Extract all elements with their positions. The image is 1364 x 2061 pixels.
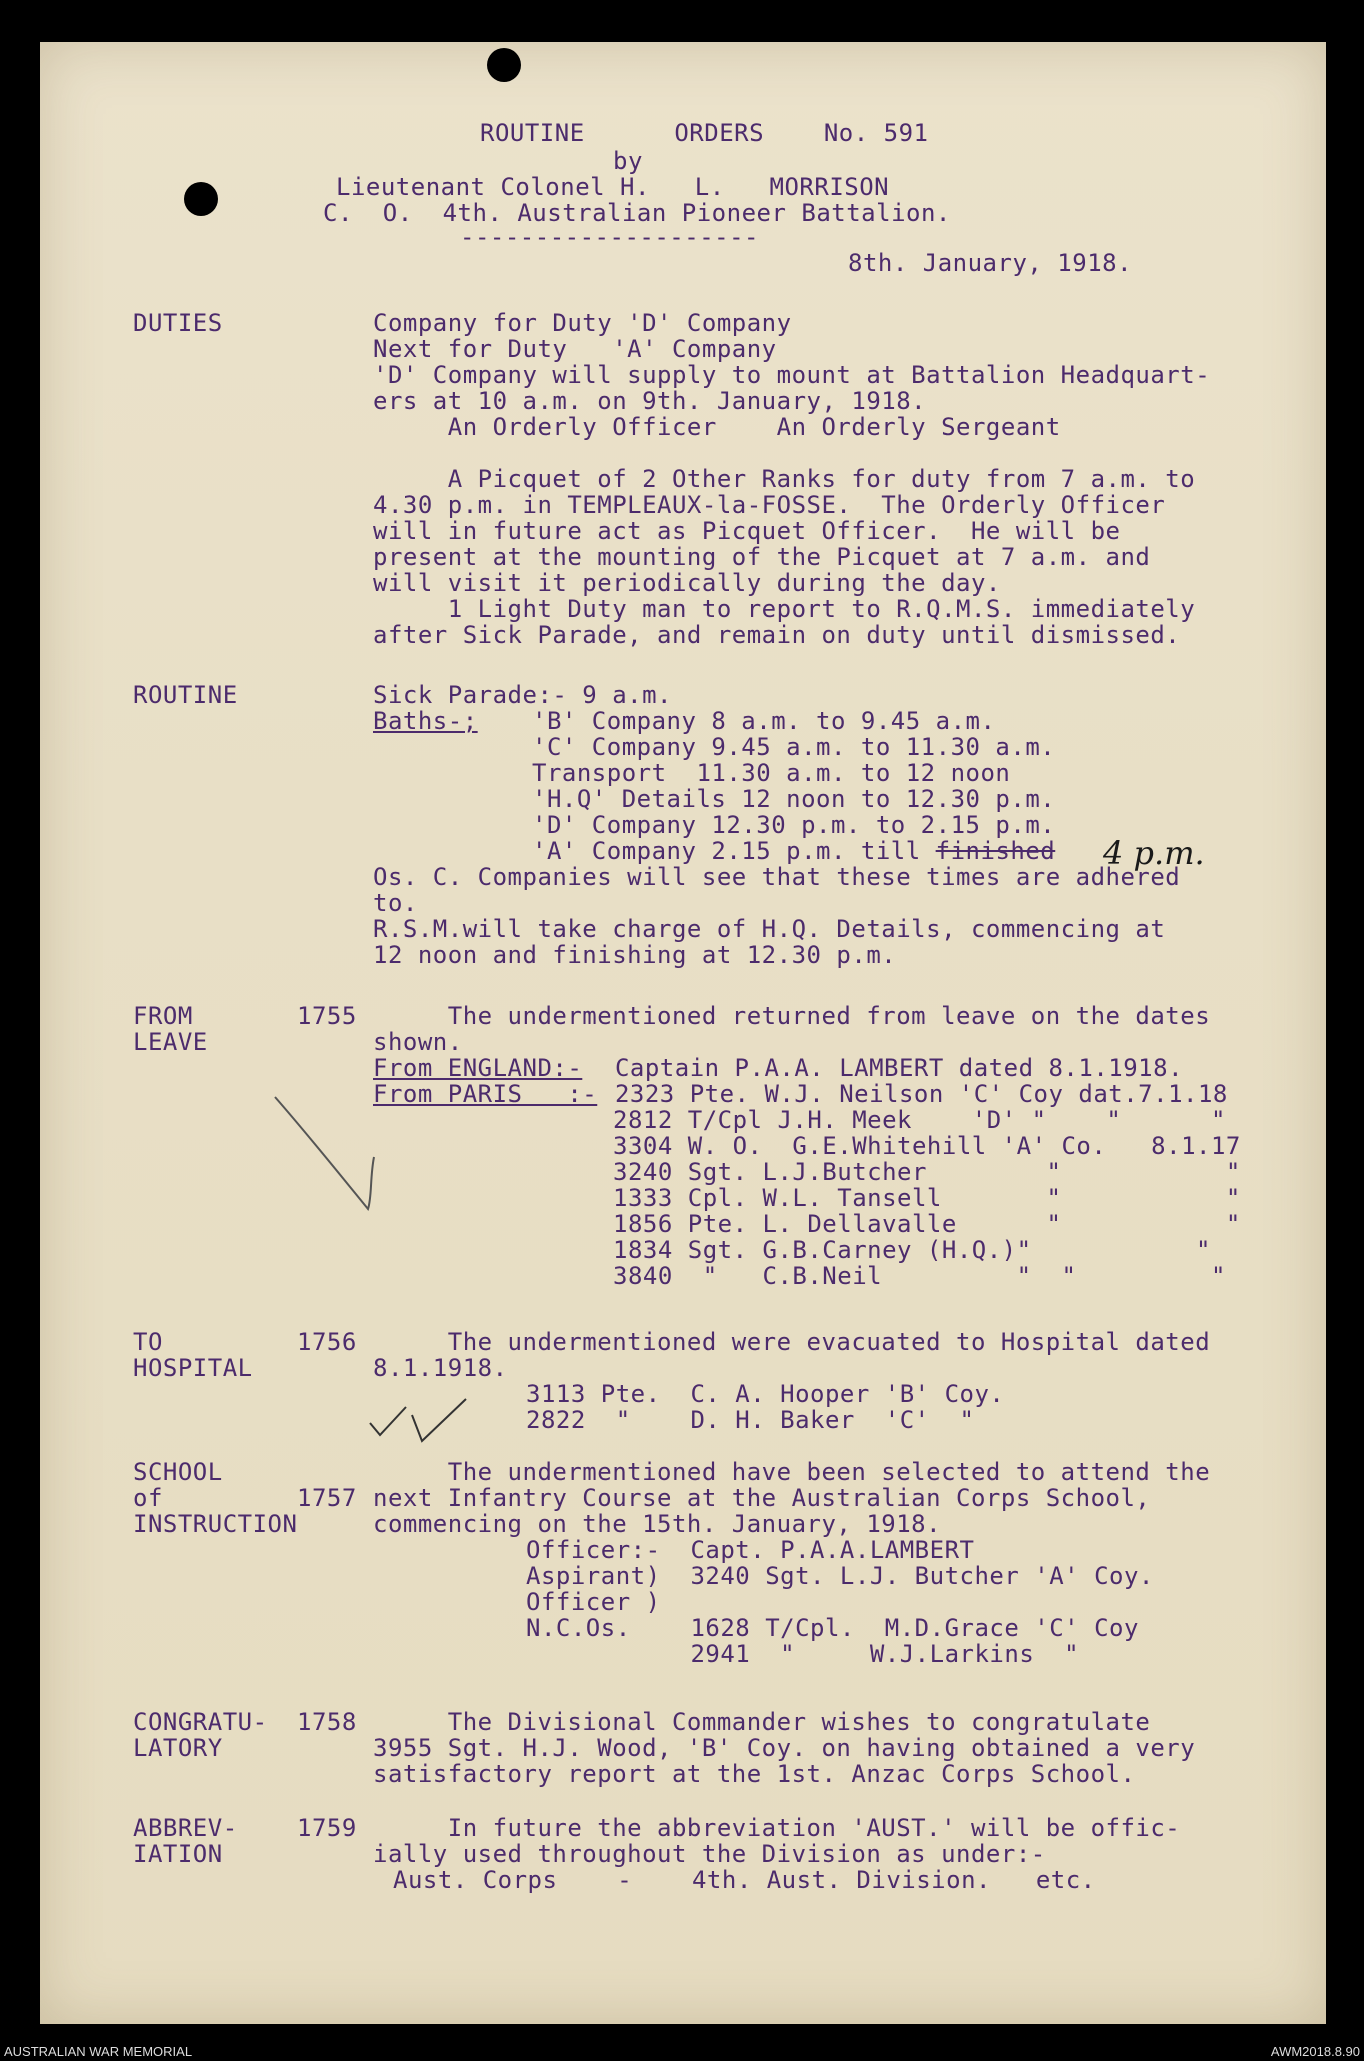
school-officer-2: Officer ) xyxy=(526,1588,661,1616)
hospital-intro-2: 8.1.1918. xyxy=(373,1354,508,1382)
routine-note-line: to. xyxy=(373,889,418,917)
from-england-entry: Captain P.A.A. LAMBERT dated 8.1.1918. xyxy=(600,1054,1184,1082)
leave-entry: 3240 Sgt. L.J.Butcher " " xyxy=(613,1158,1241,1186)
section-label-from: FROM xyxy=(133,1002,193,1030)
order-number-1756: 1756 xyxy=(297,1328,357,1356)
document-page xyxy=(40,42,1326,2024)
congrat-line: satisfactory report at the 1st. Anzac Corps School. xyxy=(373,1760,1136,1788)
leave-entry: 2812 T/Cpl J.H. Meek 'D' " " " xyxy=(613,1106,1226,1134)
duties-line: 'D' Company will supply to mount at Battalion Headquart- xyxy=(373,361,1211,389)
order-number-1755: 1755 xyxy=(297,1002,357,1030)
school-line: commencing on the 15th. January, 1918. xyxy=(373,1510,942,1538)
baths-entry-text: 'H.Q' Details 12 noon to 12.30 p.m. xyxy=(532,785,1056,813)
hospital-intro: The undermentioned were evacuated to Hospital dated xyxy=(373,1328,1211,1356)
leave-entry: 3840 " C.B.Neil " " " xyxy=(613,1262,1226,1290)
section-label-iation: IATION xyxy=(133,1840,223,1868)
leave-entry: 1834 Sgt. G.B.Carney (H.Q.)" " xyxy=(613,1236,1211,1264)
section-label-of: of xyxy=(133,1484,163,1512)
punch-hole xyxy=(184,182,218,216)
baths-entry xyxy=(532,812,1055,838)
congrat-line: 3955 Sgt. H.J. Wood, 'B' Coy. on having obtained a very xyxy=(373,1734,1196,1762)
school-nco-2: 2941 " W.J.Larkins " xyxy=(526,1640,1080,1668)
baths-entry xyxy=(532,838,1055,864)
duties-line: An Orderly Officer An Orderly Sergeant xyxy=(373,413,1061,441)
order-number-1759: 1759 xyxy=(297,1814,357,1842)
check-mark-icon xyxy=(366,1397,476,1447)
duties-line: will visit it periodically during the day. xyxy=(373,569,1001,597)
baths-label: Baths-; xyxy=(373,707,478,735)
header-rule: -------------------- xyxy=(460,223,759,251)
section-label-congratu: CONGRATU- xyxy=(133,1708,268,1736)
hospital-entry: 3113 Pte. C. A. Hooper 'B' Coy. xyxy=(526,1380,1005,1408)
section-label-school: SCHOOL xyxy=(133,1458,223,1486)
handwritten-time: 4 p.m. xyxy=(1103,834,1205,872)
duties-line: Company for Duty 'D' Company xyxy=(373,309,792,337)
duties-line: after Sick Parade, and remain on duty until dismissed. xyxy=(373,621,1181,649)
baths-entry-text: Transport 11.30 a.m. to 12 noon xyxy=(532,759,1011,787)
baths-entry xyxy=(532,734,1055,760)
order-number-1758: 1758 xyxy=(297,1708,357,1736)
abbrev-line-3: Aust. Corps - 4th. Aust. Division. etc. xyxy=(393,1866,1096,1894)
from-leave-intro: The undermentioned returned from leave on the dates xyxy=(373,1002,1211,1030)
school-aspirant: Aspirant) 3240 Sgt. L.J. Butcher 'A' Coy. xyxy=(526,1562,1154,1590)
routine-note-line: R.S.M.will take charge of H.Q. Details, commencing at xyxy=(373,915,1166,943)
from-leave-intro-2: shown. xyxy=(373,1028,463,1056)
hospital-entry: 2822 " D. H. Baker 'C' " xyxy=(526,1406,975,1434)
baths-entry-text: 'A' Company 2.15 p.m. till xyxy=(532,837,936,865)
from-england-label: From ENGLAND:- xyxy=(373,1054,583,1082)
leave-entry: 3304 W. O. G.E.Whitehill 'A' Co. 8.1.17 xyxy=(613,1132,1241,1160)
duties-line: A Picquet of 2 Other Ranks for duty from 7 a.m. to xyxy=(373,465,1196,493)
struck-word: finished xyxy=(935,837,1056,865)
duties-line: ers at 10 a.m. on 9th. January, 1918. xyxy=(373,387,927,415)
baths-entry-text: 'C' Company 9.45 a.m. to 11.30 a.m. xyxy=(532,733,1056,761)
routine-note-line: Os. C. Companies will see that these times are adhered xyxy=(373,863,1181,891)
order-number-1757: 1757 xyxy=(297,1484,357,1512)
section-label-hospital: HOSPITAL xyxy=(133,1354,253,1382)
section-label-abbrev: ABBREV- xyxy=(133,1814,238,1842)
school-line: next Infantry Course at the Australian Corps School, xyxy=(373,1484,1151,1512)
duties-line: 1 Light Duty man to report to R.Q.M.S. immediately xyxy=(373,595,1196,623)
section-label-latory: LATORY xyxy=(133,1734,223,1762)
order-by: by xyxy=(613,147,643,175)
duties-line: Next for Duty 'A' Company xyxy=(373,335,777,363)
duties-line: 4.30 p.m. in TEMPLEAUX-la-FOSSE. The Orderly Officer xyxy=(373,491,1166,519)
section-label-leave: LEAVE xyxy=(133,1028,208,1056)
from-paris-label: From PARIS :- xyxy=(373,1080,598,1108)
abbrev-line-2: ially used throughout the Division as under:- xyxy=(373,1840,1046,1868)
abbrev-line-1: In future the abbreviation 'AUST.' will be offic- xyxy=(373,1814,1181,1842)
baths-entry xyxy=(532,760,1010,786)
footer-source: AUSTRALIAN WAR MEMORIAL xyxy=(4,2044,193,2059)
sick-parade: Sick Parade:- 9 a.m. xyxy=(373,681,672,709)
duties-line: present at the mounting of the Picquet at 7 a.m. and xyxy=(373,543,1151,571)
leave-entry: 1333 Cpl. W.L. Tansell " " xyxy=(613,1184,1241,1212)
order-date: 8th. January, 1918. xyxy=(848,249,1133,277)
section-label-to: TO xyxy=(133,1328,163,1356)
order-title: ROUTINE ORDERS No. 591 xyxy=(480,119,929,147)
baths-entry xyxy=(532,708,995,734)
footer-accession: AWM2018.8.90 xyxy=(1270,2044,1360,2059)
issuing-officer: Lieutenant Colonel H. L. MORRISON xyxy=(336,173,890,201)
unit-line: C. O. 4th. Australian Pioneer Battalion. xyxy=(323,199,951,227)
section-label-instruction: INSTRUCTION xyxy=(133,1510,298,1538)
section-label-duties: DUTIES xyxy=(133,309,223,337)
congrat-line: The Divisional Commander wishes to congratulate xyxy=(373,1708,1151,1736)
section-label-routine: ROUTINE xyxy=(133,681,238,709)
school-line: The undermentioned have been selected to attend the xyxy=(373,1458,1211,1486)
baths-entry-text: 'D' Company 12.30 p.m. to 2.15 p.m. xyxy=(532,811,1056,839)
leave-entry: 1856 Pte. L. Dellavalle " " xyxy=(613,1210,1241,1238)
baths-entry-text: 'B' Company 8 a.m. to 9.45 a.m. xyxy=(532,707,996,735)
check-mark-icon xyxy=(270,1087,380,1217)
punch-hole xyxy=(487,48,521,82)
school-nco: N.C.Os. 1628 T/Cpl. M.D.Grace 'C' Coy xyxy=(526,1614,1139,1642)
routine-note-line: 12 noon and finishing at 12.30 p.m. xyxy=(373,941,897,969)
from-paris-first: 2323 Pte. W.J. Neilson 'C' Coy dat.7.1.18 xyxy=(600,1080,1228,1108)
duties-line: will in future act as Picquet Officer. He will be xyxy=(373,517,1121,545)
school-officer: Officer:- Capt. P.A.A.LAMBERT xyxy=(526,1536,975,1564)
baths-entry xyxy=(532,786,1055,812)
